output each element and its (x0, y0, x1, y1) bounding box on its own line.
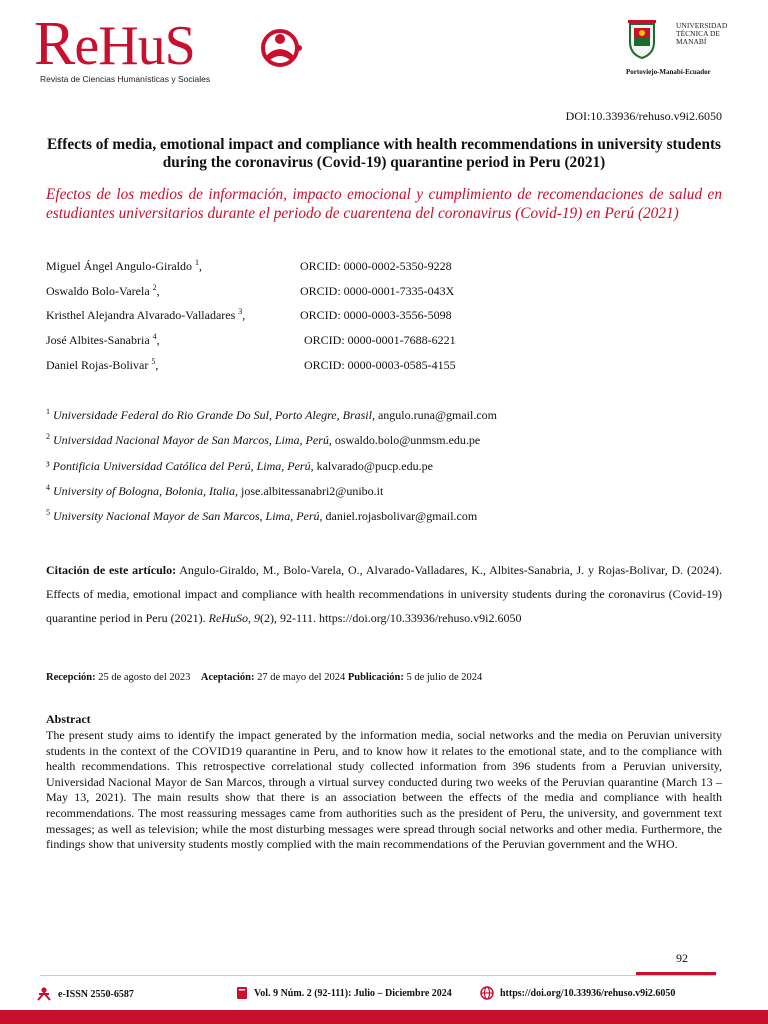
person-logo-icon (256, 26, 306, 70)
author-name: José Albites-Sanabria $^4$, (46, 332, 160, 347)
affiliation: $^4$ University of Bologna, Bolonia, Italia, jose.albitessanabri2@unibo.it (46, 483, 384, 498)
affiliation-email[interactable]: jose.albitessanabri2@unibo.it (240, 484, 384, 498)
footer-red-bar (0, 1010, 768, 1024)
affiliation: $^1$ Universidade Federal do Rio Grande Do Sul, Porto Alegre, Brasil, angulo.runa@gmail.com (46, 407, 497, 422)
footer-divider (40, 975, 716, 976)
page-number: 92 (676, 951, 688, 965)
author-name: Daniel Rojas-Bolivar $^5$, (46, 357, 159, 372)
title-spanish: Efectos de los medios de información, impacto emocional y cumplimiento de recomendaciones de salud en estudiantes universitarios durante el periodo de cuarentena del coronavirus (Covid-19) en Perú (2021) (46, 186, 722, 222)
doi-text: DOI:10.33936/rehuso.v9i2.6050 (565, 109, 722, 123)
citation-doi-link[interactable]: (2), 92-111. https://doi.org/10.33936/rehuso.v9i2.6050 (259, 611, 522, 625)
affiliation: $^5$ University Nacional Mayor de San Marcos, Lima, Perú, daniel.rojasbolivar@gmail.com (46, 508, 478, 523)
author-orcid[interactable]: ORCID: 0000-0003-0585-4155 (304, 358, 456, 372)
article-dates: Recepción: 25 de agosto del 2023 Aceptación: 27 de mayo del 2024 Publicación: 5 de julio de 2024 (46, 672, 483, 683)
footer (36, 986, 736, 1006)
university-place: Portoviejo-Manabí-Ecuador (626, 68, 711, 76)
author-orcid[interactable]: ORCID: 0000-0002-5350-9228 (300, 259, 452, 273)
author-name: Miguel Ángel Angulo-Giraldo $^1$, (46, 258, 202, 273)
affiliation-email[interactable]: kalvarado@pucp.edu.pe (316, 459, 433, 473)
affiliation-email[interactable]: angulo.runa@gmail.com (377, 408, 497, 422)
citation-label: Citación de este artículo: (46, 563, 177, 577)
university-name-line: MANABÍ (676, 37, 707, 46)
university-crest-icon (622, 16, 662, 60)
citation-block: Citación de este artículo: Angulo-Giraldo, M., Bolo-Varela, O., Alvarado-Valladares, K., Albites-Sanabria, J. y Rojas-Bolivar, D. (2024). Effects of media, emotional impact and compliance with health recommendations in university students during the coronavirus (Covid-19) quarantine period in Peru (2021). ReHuSo, 9(2), 92-111. https://doi.org/10.33936/rehuso.v9i2.6050 (46, 563, 722, 625)
university-name-line: TÉCNICA DE (676, 29, 720, 38)
university-logo (622, 16, 732, 78)
book-icon (236, 986, 248, 1000)
title-english: Effects of media, emotional impact and compliance with health recommendations in university students during the coronavirus (Covid-19) quarantine period in Peru (2021) (46, 136, 722, 171)
journal-logo-text: ReHuS (34, 10, 195, 78)
author-orcid[interactable]: ORCID: 0000-0001-7335-043X (300, 284, 455, 298)
abstract-heading: Abstract (46, 712, 91, 726)
journal-subtitle: Revista de Ciencias Humanísticas y Sociales (40, 74, 211, 84)
affiliation-email[interactable]: daniel.rojasbolivar@gmail.com (325, 509, 478, 523)
affiliation: $^2$ Universidad Nacional Mayor de San Marcos, Lima, Perú, oswaldo.bolo@unmsm.edu.pe (46, 432, 481, 447)
author-name: Kristhel Alejandra Alvarado-Valladares $^3$, (46, 307, 246, 322)
journal-logo (34, 10, 294, 86)
footer-issn: e-ISSN 2550-6587 (36, 986, 134, 1002)
footer-doi[interactable]: https://doi.org/10.33936/rehuso.v9i2.6050 (480, 986, 675, 1000)
author-orcid[interactable]: ORCID: 0000-0001-7688-6221 (304, 333, 456, 347)
author-name: Oswaldo Bolo-Varela $^2$, (46, 283, 160, 298)
affiliation: ³ Pontificia Universidad Católica del Perú, Lima, Perú, kalvarado@pucp.edu.pe (46, 459, 433, 473)
footer-volume: Vol. 9 Núm. 2 (92-111): Julio – Diciembre 2024 (236, 986, 452, 1000)
globe-icon (480, 986, 494, 1000)
citation-journal: ReHuSo (208, 611, 248, 625)
author-orcid[interactable]: ORCID: 0000-0003-3556-5098 (300, 308, 452, 322)
abstract-text: The present study aims to identify the impact generated by the information media, social networks and the media on Peruvian university students in the context of the COVID19 quarantine in Peru, and to know how it relates to the emotional state, and to the compliance with health recommendations. This retrospective correlational study collected information from 396 students from a Peruvian university, Universidad Nacional Mayor de San Marcos, through a virtual survey conducted during two weeks of the Peruvian quarantine (March 13 – May 13, 2021). The main results show that there is an association between the effects of the media and compliance with health recommendations. The most reassuring messages came from authorities such as the president of Peru, the university, and government text messages; as well as television; while the most disturbing messages were spread through social networks and other media. Furthermore, the findings show that university students mostly complied with the main recommendations of the Peruvian government and the WHO. (46, 728, 722, 852)
affiliation-email[interactable]: oswaldo.bolo@unmsm.edu.pe (334, 433, 481, 447)
university-name-line: UNIVERSIDAD (676, 21, 728, 30)
person-logo-icon (36, 986, 52, 1002)
